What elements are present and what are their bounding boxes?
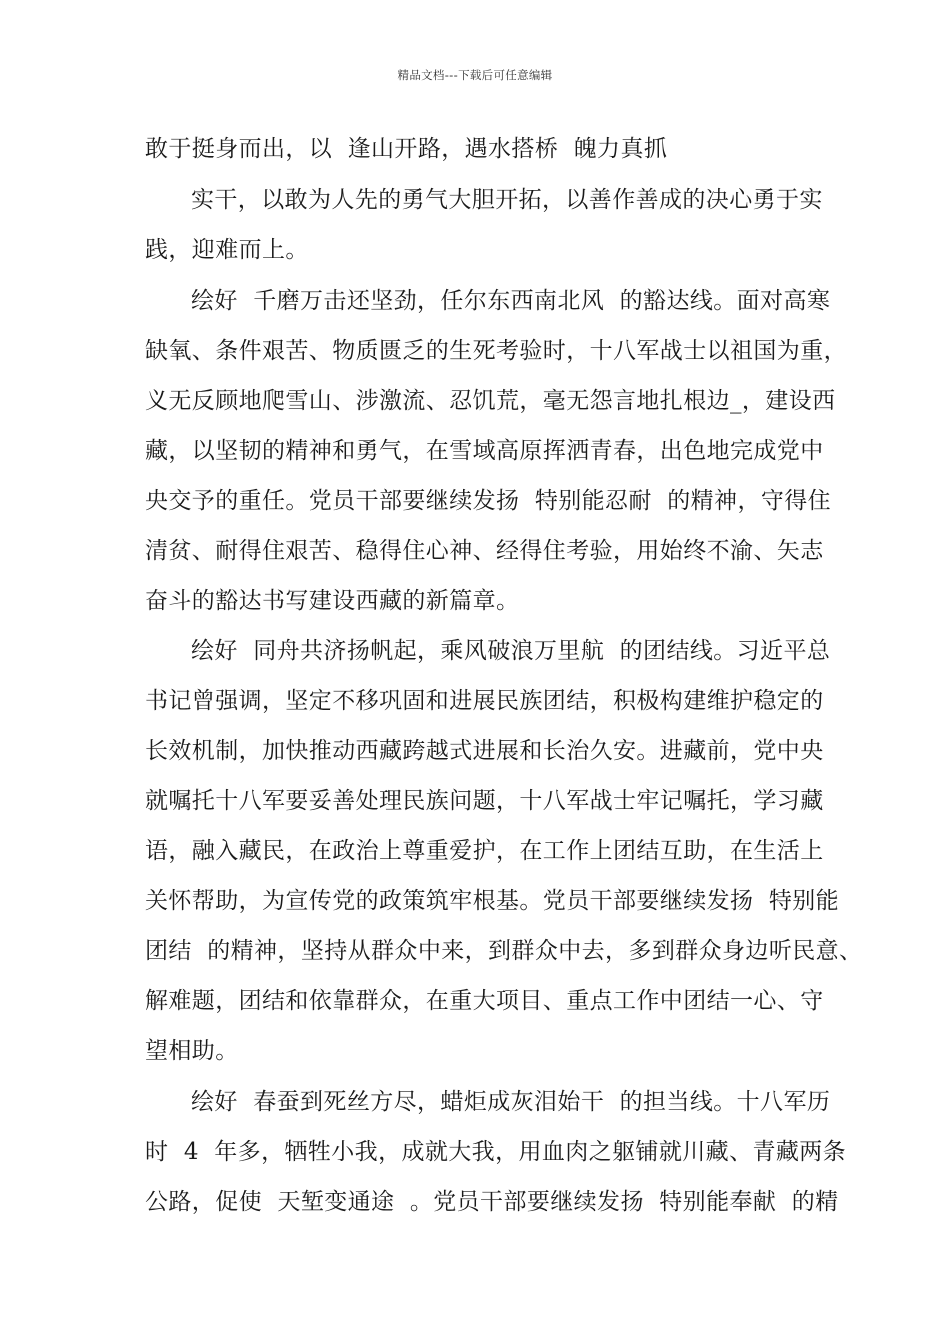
text-line: 绘好 千磨万击还坚劲，任尔东西南北风 的豁达线。面对高寒 (191, 288, 831, 314)
text-line: 长效机制，加快推动西藏跨越式进展和长治久安。进藏前，党中央 (145, 738, 824, 764)
text-line: 实干，以敢为人先的勇气大胆开拓，以善作善成的决心勇于实 (191, 187, 823, 213)
text-line: 清贫、耐得住艰苦、稳得住心神、经得住考验，用始终不渝、矢志 (145, 538, 824, 564)
page-header: 精品文档---下载后可任意编辑 (397, 68, 553, 82)
text-line: 语，融入藏民，在政治上尊重爱护，在工作上团结互助，在生活上 (145, 838, 824, 864)
text-line: 关怀帮助，为宣传党的政策筑牢根基。党员干部要继续发扬 特别能 (145, 888, 840, 914)
text-line: 书记曾强调，坚定不移巩固和进展民族团结，积极构建维护稳定的 (145, 688, 824, 714)
text-line: 时 4 年多，牺牲小我，成就大我，用血肉之躯铺就川藏、青藏两条 (145, 1139, 847, 1165)
text-line: 望相助。 (145, 1038, 239, 1064)
text-line: 义无反顾地爬雪山、涉激流、忍饥荒，毫无怨言地扎根边_，建设西 (145, 388, 836, 414)
text-line: 藏，以坚韧的精神和勇气，在雪域高原挥洒青春，出色地完成党中 (145, 438, 824, 464)
text-line: 缺氧、条件艰苦、物质匮乏的生死考验时，十八军战士以祖国为重， (145, 338, 847, 364)
text-line: 奋斗的豁达书写建设西藏的新篇章。 (145, 588, 520, 614)
text-line: 敢于挺身而出，以 逢山开路，遇水搭桥 魄力真抓 (145, 136, 668, 162)
text-line: 央交予的重任。党员干部要继续发扬 特别能忍耐 的精神，守得住 (145, 488, 832, 514)
text-line: 践，迎难而上。 (145, 237, 309, 263)
text-line: 团结 的精神，坚持从群众中来，到群众中去，多到群众身边听民意、 (145, 938, 863, 964)
text-line: 就嘱托十八军要妥善处理民族问题，十八军战士牢记嘱托，学习藏 (145, 788, 824, 814)
text-line: 绘好 同舟共济扬帆起，乘风破浪万里航 的团结线。习近平总 (191, 638, 831, 664)
text-line: 公路，促使 天堑变通途 。党员干部要继续发扬 特别能奉献 的精 (145, 1189, 839, 1215)
text-line: 绘好 春蚕到死丝方尽，蜡炬成灰泪始干 的担当线。十八军历 (191, 1089, 831, 1115)
text-line: 解难题，团结和依靠群众，在重大项目、重点工作中团结一心、守 (145, 988, 824, 1014)
